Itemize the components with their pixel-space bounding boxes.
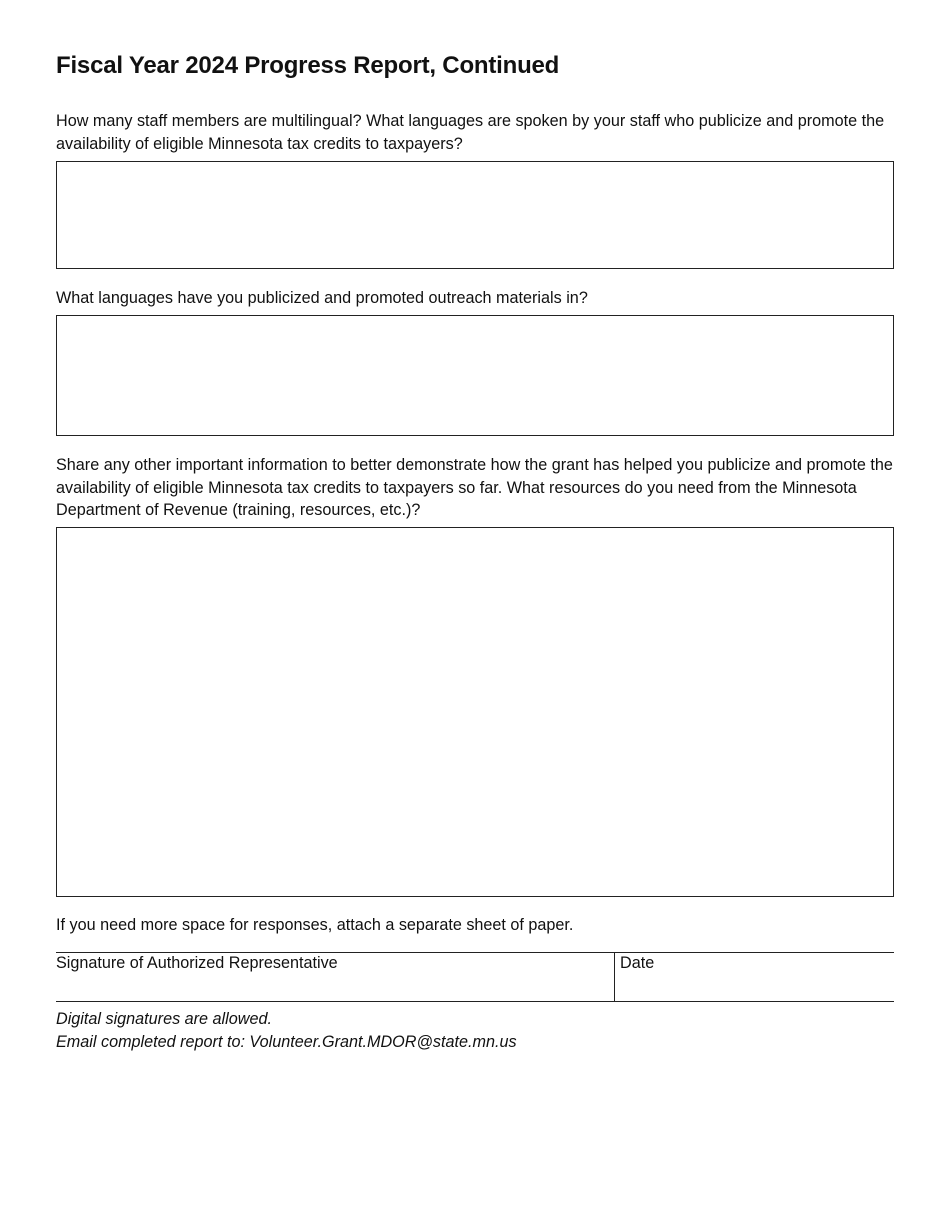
page-title: Fiscal Year 2024 Progress Report, Continued: [56, 52, 560, 79]
question-outreach-languages: What languages have you publicized and promoted outreach materials in?: [56, 289, 588, 307]
question-staff-languages: How many staff members are multilingual? What languages are spoken by your staff who publicize and promote the availability of eligible Minnesota tax credits to taxpayers?: [56, 112, 885, 153]
digital-signature-note: Digital signatures are allowed.: [56, 1010, 272, 1028]
answer-box-other-information[interactable]: [56, 527, 894, 897]
extra-space-note: If you need more space for responses, attach a separate sheet of paper.: [56, 916, 574, 934]
date-field[interactable]: [615, 953, 894, 1001]
date-label: Date: [620, 954, 655, 972]
question-other-information: Share any other important information to better demonstrate how the grant has helped you publicize and promote the availability of eligible Minnesota tax credits to taxpayers so far. What resources do you need from the Minnesota Department of Revenue (training, resources, etc.)?: [56, 456, 893, 519]
signature-field[interactable]: [56, 953, 615, 1001]
signature-label: Signature of Authorized Representative: [56, 954, 338, 972]
email-instructions: Email completed report to: Volunteer.Grant.MDOR@state.mn.us: [56, 1033, 517, 1051]
answer-box-outreach-languages[interactable]: [56, 315, 894, 436]
signature-row: [56, 952, 894, 1002]
answer-box-staff-languages[interactable]: [56, 161, 894, 269]
